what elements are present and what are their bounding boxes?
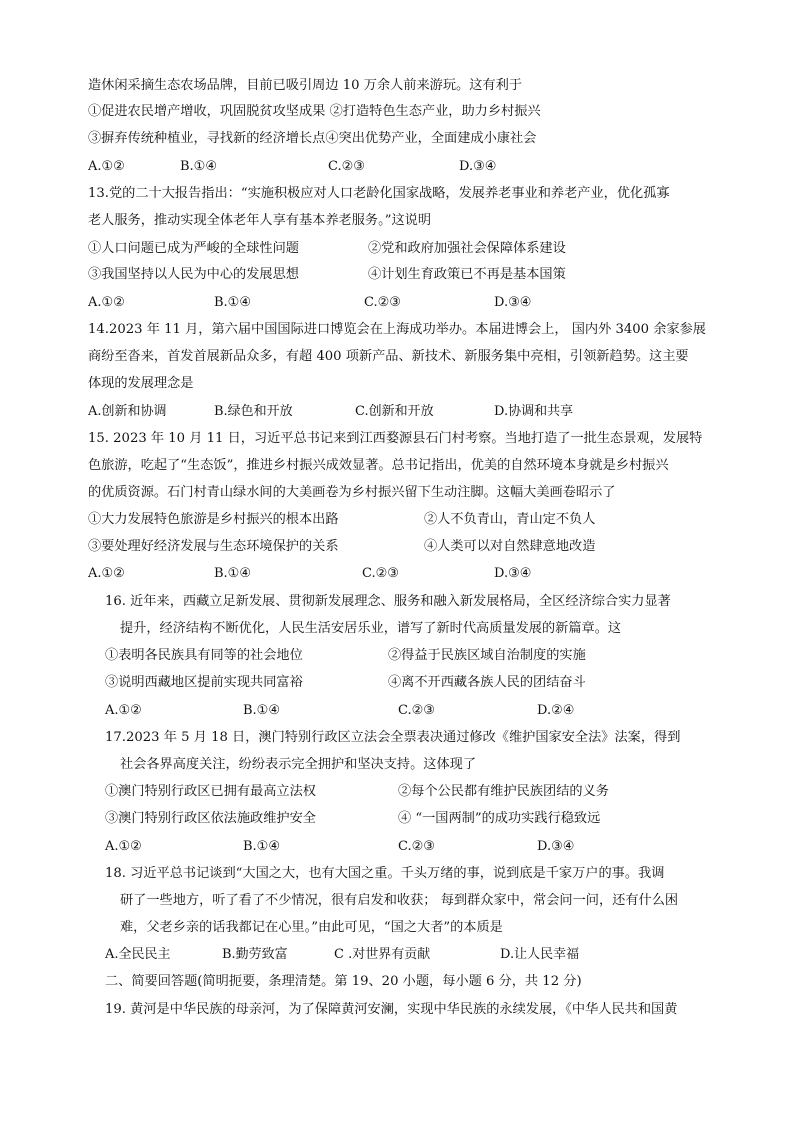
q18-stem-line2: 研了一些地方，听了看了不少情况，很有启发和收获； 每到群众家中，常会问一问，还有什么困 [120, 893, 679, 908]
q12-statements-2: ③摒弃传统种植业，寻找新的经济增长点④突出优势产业，全面建成小康社会 [88, 131, 537, 146]
q17-option-a: A.①② [105, 839, 142, 854]
q14-stem-line3: 体现的发展理念是 [88, 376, 194, 391]
q12-option-a: A.①② [88, 159, 125, 174]
q15-statement-3: ③要处理好经济发展与生态环境保护的关系 [88, 539, 339, 554]
q15-statement-4: ④人类可以对自然肆意地改造 [424, 539, 596, 554]
q17-statement-2: ②每个公民都有维护民族团结的义务 [398, 784, 609, 799]
q14-stem-line2: 商纷至沓来，首发首展新品众多，有超 400 项新产品、新技术、新服务集中亮相，引领新趋势。这主要 [88, 349, 689, 364]
q13-statement-3: ③我国坚持以人民为中心的发展思想 [88, 267, 299, 282]
q17-stem-line2: 社会各界高度关注，纷纷表示完全拥护和坚决支持。这体现了 [120, 757, 477, 772]
q13-statement-1: ①人口问题已成为严峻的全球性问题 [88, 241, 299, 256]
q17-statement-1: ①澳门特别行政区已拥有最高立法权 [105, 784, 316, 799]
q17-statement-4: ④ “一国两制”的成功实践行稳致远 [398, 811, 601, 826]
q15-statement-1: ①大力发展特色旅游是乡村振兴的根本出路 [88, 512, 339, 527]
q13-option-a: A.①② [88, 295, 125, 310]
q13-stem-line2: 老人服务，推动实现全体老年人享有基本养老服务。”这说明 [88, 213, 432, 228]
q15-stem-line1: 15. 2023 年 10 月 11 日，习近平总书记来到江西婺源县石门村考察。当地打造了一批生态景观，发展特 [88, 431, 703, 446]
q12-stem-tail: 造休闲采摘生态农场品牌，目前已吸引周边 10 万余人前来游玩。这有利于 [88, 78, 522, 93]
q18-option-a: A.全民民主 [105, 947, 171, 962]
q13-stem-line1: 13.党的二十大报告指出：“实施积极应对人口老龄化国家战略，发展养老事业和养老产业，优化孤寡 [88, 186, 670, 201]
q16-option-a: A.①② [105, 703, 142, 718]
q12-statements-1: ①促进农民增产增收，巩固脱贫攻坚成果 ②打造特色生态产业，助力乡村振兴 [88, 104, 541, 119]
q17-stem-line1: 17.2023 年 5 月 18 日，澳门特别行政区立法会全票表决通过修改《维护国家安全法》法案，得到 [105, 730, 681, 745]
q15-stem-line2: 色旅游，吃起了“生态饭”，推进乡村振兴成效显著。总书记指出，优美的自然环境本身就是乡村振兴 [88, 458, 669, 473]
q17-option-b: B.①④ [243, 839, 280, 854]
q13-option-b: B.①④ [214, 295, 251, 310]
q16-statement-3: ③说明西藏地区提前实现共同富裕 [105, 675, 303, 690]
q16-option-c: C.②③ [398, 703, 435, 718]
q18-option-b: B.勤劳致富 [222, 947, 288, 962]
q18-stem-line3: 难，父老乡亲的话我都记在心里。”由此可见，“国之大者”的本质是 [120, 920, 503, 935]
q12-option-b: B.①④ [180, 159, 217, 174]
q15-option-a: A.①② [88, 566, 125, 581]
q12-option-c: C.②③ [328, 159, 365, 174]
q14-option-b: B.绿色和开放 [214, 404, 293, 419]
q17-option-d: D.③④ [537, 839, 575, 854]
q18-stem-line1: 18. 习近平总书记谈到“大国之大，也有大国之重。千头万绪的事，说到底是千家万户的事。我调 [105, 866, 665, 881]
q14-option-d: D.协调和共享 [494, 404, 574, 419]
q14-stem-line1: 14.2023 年 11 月，第六届中国国际进口博览会在上海成功举办。本届进博会上， 国内外 3400 余家参展 [88, 322, 706, 337]
q19-stem-line1: 19. 黄河是中华民族的母亲河，为了保障黄河安澜，实现中华民族的永续发展，《中华人民共和国黄 [105, 1002, 678, 1017]
q16-statement-2: ②得益于民族区域自治制度的实施 [388, 648, 586, 663]
q12-option-d: D.③④ [459, 159, 497, 174]
q16-stem-line2: 提升，经济结构不断优化，人民生活安居乐业，谱写了新时代高质量发展的新篇章。这 [120, 621, 622, 636]
q15-option-b: B.①④ [214, 566, 251, 581]
q14-option-a: A.创新和协调 [88, 404, 167, 419]
q16-option-b: B.①④ [243, 703, 280, 718]
q18-option-d: D.让人民幸福 [500, 947, 580, 962]
q13-option-d: D.③④ [494, 295, 532, 310]
q17-statement-3: ③澳门特别行政区依法施政维护安全 [105, 811, 316, 826]
q16-statement-1: ①表明各民族具有同等的社会地位 [105, 648, 303, 663]
q15-option-c: C.②③ [362, 566, 399, 581]
q13-option-c: C.②③ [364, 295, 401, 310]
q18-option-c: C .对世界有贡献 [334, 947, 431, 962]
q13-statement-4: ④计划生育政策已不再是基本国策 [368, 267, 566, 282]
q15-stem-line3: 的优质资源。石门村青山绿水间的大美画卷为乡村振兴留下生动注脚。这幅大美画卷昭示了 [88, 485, 616, 500]
q16-stem-line1: 16. 近年来，西藏立足新发展、贯彻新发展理念、服务和融入新发展格局，全区经济综合实力显著 [105, 594, 671, 609]
q16-statement-4: ④离不开西藏各族人民的团结奋斗 [388, 675, 586, 690]
q16-option-d: D.②④ [537, 703, 575, 718]
q15-statement-2: ②人不负青山，青山定不负人 [424, 512, 596, 527]
q14-option-c: C.创新和开放 [355, 404, 434, 419]
q13-statement-2: ②党和政府加强社会保障体系建设 [368, 241, 566, 256]
q15-option-d: D.③④ [494, 566, 532, 581]
q17-option-c: C.②③ [398, 839, 435, 854]
section-2-heading: 二、简要回答题(简明扼要，条理清楚。第 19、20 小题，每小题 6 分，共 12 分) [105, 974, 582, 989]
